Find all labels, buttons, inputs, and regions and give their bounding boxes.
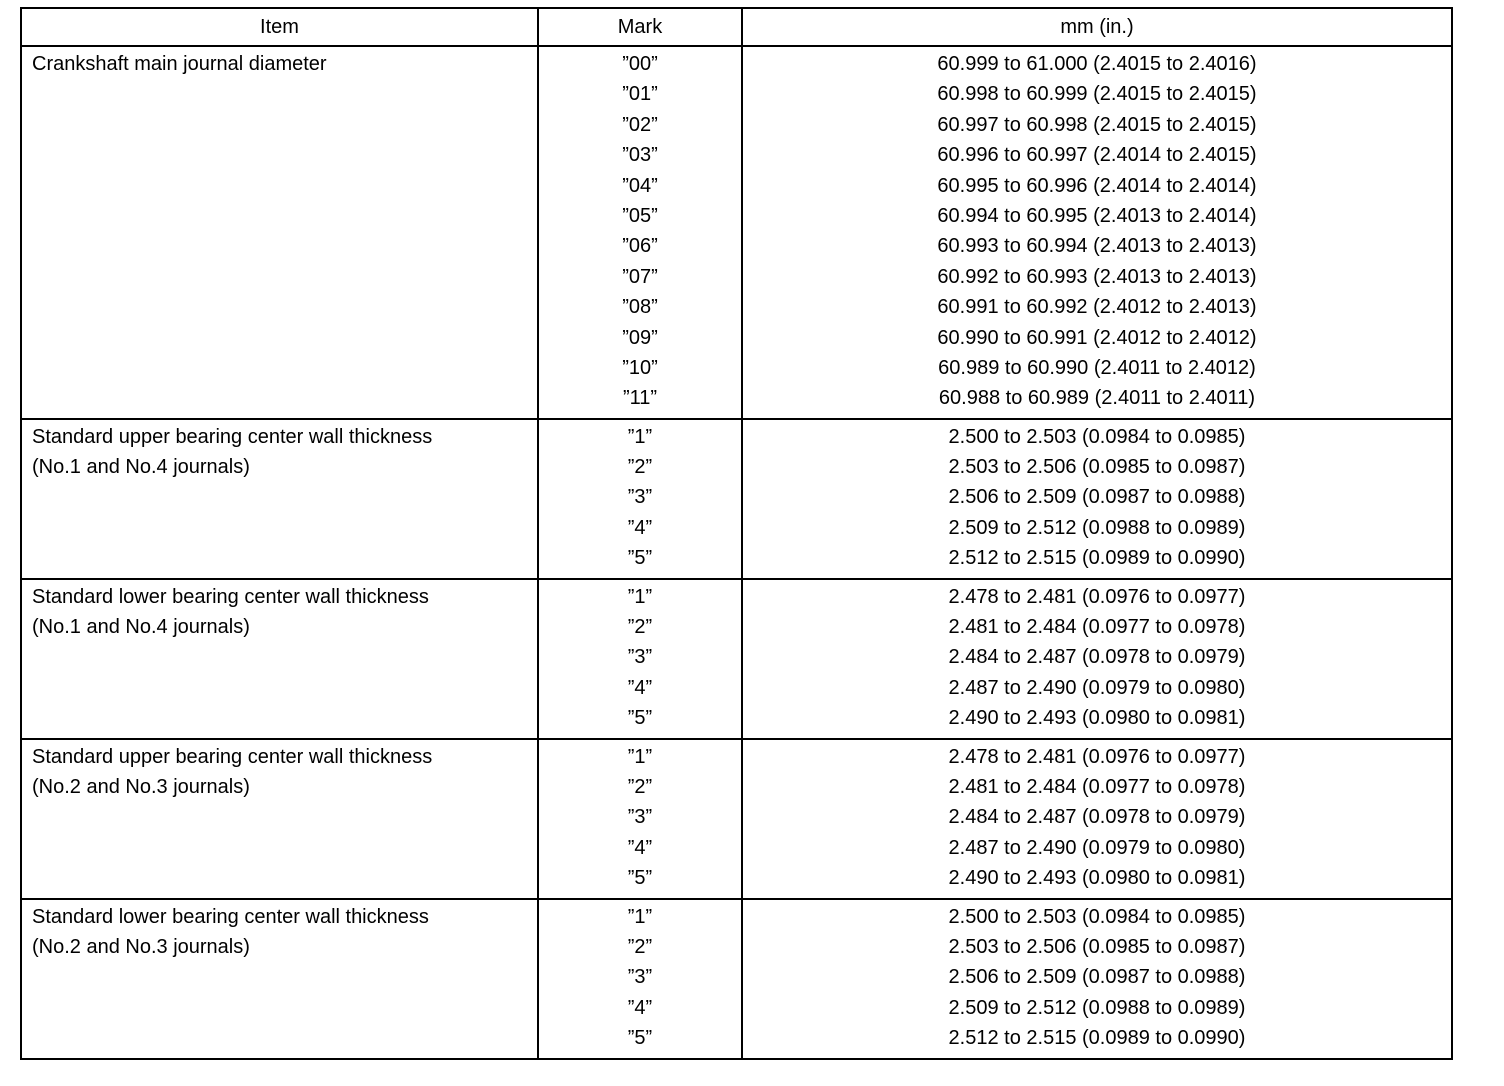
mark-value: ”11”	[622, 387, 658, 410]
table-row	[21, 46, 1452, 419]
measurement-value: 2.484 to 2.487 (0.0978 to 0.0979)	[948, 646, 1246, 669]
table-row	[21, 419, 1452, 579]
table-body	[21, 46, 1452, 1059]
mark-value: ”5”	[627, 707, 653, 730]
mark-value: ”06”	[622, 235, 658, 258]
item-cell	[21, 46, 538, 419]
measurement-value: 60.990 to 60.991 (2.4012 to 2.4012)	[937, 326, 1257, 349]
measurement-value: 2.503 to 2.506 (0.0985 to 0.0987)	[948, 456, 1246, 479]
measurement-value: 2.487 to 2.490 (0.0979 to 0.0980)	[948, 676, 1246, 699]
measurement-value: 60.988 to 60.989 (2.4011 to 2.4011)	[938, 387, 1256, 410]
measurement-value: 60.994 to 60.995 (2.4013 to 2.4014)	[937, 204, 1257, 227]
measurement-value: 2.503 to 2.506 (0.0985 to 0.0987)	[948, 935, 1246, 958]
mark-value: ”07”	[622, 265, 658, 288]
mark-value: ”01”	[622, 83, 658, 106]
measurement-value: 2.490 to 2.493 (0.0980 to 0.0981)	[948, 707, 1246, 730]
mark-value: ”4”	[627, 836, 653, 859]
measurement-value: 60.991 to 60.992 (2.4012 to 2.4013)	[937, 296, 1257, 319]
mark-value: ”02”	[622, 113, 658, 136]
mark-value: ”3”	[627, 806, 653, 829]
measurement-value: 60.989 to 60.990 (2.4011 to 2.4012)	[938, 356, 1256, 379]
header-mark: Mark	[538, 8, 742, 46]
measurement-value: 2.490 to 2.493 (0.0980 to 0.0981)	[948, 867, 1246, 890]
item-label: Crankshaft main journal diameter	[32, 53, 327, 75]
measurement-value: 60.998 to 60.999 (2.4015 to 2.4015)	[937, 83, 1257, 106]
item-label: (No.1 and No.4 journals)	[32, 456, 250, 479]
item-cell	[21, 739, 538, 899]
measurement-value: 60.999 to 61.000 (2.4015 to 2.4016)	[937, 53, 1257, 75]
item-label: Standard lower bearing center wall thickness	[32, 905, 429, 928]
mark-value: ”1”	[627, 585, 653, 608]
mark-cell	[538, 419, 742, 579]
mark-cell	[538, 899, 742, 1059]
mark-value: ”4”	[627, 996, 653, 1019]
mark-value: ”04”	[622, 174, 658, 197]
item-label: Standard upper bearing center wall thickness	[32, 425, 433, 448]
mark-value: ”2”	[627, 935, 653, 958]
mark-cell	[538, 579, 742, 739]
mark-value: ”2”	[627, 456, 653, 479]
measurement-value: 2.500 to 2.503 (0.0984 to 0.0985)	[948, 425, 1246, 448]
mark-value: ”2”	[627, 616, 653, 639]
mark-value: ”3”	[627, 646, 653, 669]
table-row	[21, 899, 1452, 1059]
mark-value: ”2”	[627, 775, 653, 798]
measurement-value: 2.481 to 2.484 (0.0977 to 0.0978)	[948, 616, 1246, 639]
measurement-value: 60.992 to 60.993 (2.4013 to 2.4013)	[937, 265, 1257, 288]
item-cell	[21, 579, 538, 739]
measurement-value: 2.509 to 2.512 (0.0988 to 0.0989)	[948, 516, 1246, 539]
mark-value: ”05”	[622, 204, 658, 227]
measurement-value: 2.478 to 2.481 (0.0976 to 0.0977)	[948, 745, 1246, 768]
mark-value: ”1”	[627, 745, 653, 768]
item-label: (No.2 and No.3 journals)	[32, 775, 250, 798]
mark-value: ”3”	[627, 486, 653, 509]
mark-value: ”1”	[627, 905, 653, 928]
value-cell	[742, 899, 1452, 1059]
mark-value: ”5”	[627, 867, 653, 890]
mark-value: ”08”	[622, 296, 658, 319]
item-label: (No.1 and No.4 journals)	[32, 616, 250, 639]
value-cell	[742, 46, 1452, 419]
measurement-value: 2.478 to 2.481 (0.0976 to 0.0977)	[948, 585, 1246, 608]
mark-value: ”5”	[627, 547, 653, 570]
item-label: Standard upper bearing center wall thickness	[32, 745, 433, 768]
mark-value: ”5”	[627, 1027, 653, 1050]
mark-value: ”1”	[627, 425, 653, 448]
mark-value: ”3”	[627, 966, 653, 989]
measurement-value: 2.512 to 2.515 (0.0989 to 0.0990)	[948, 547, 1246, 570]
mark-value: ”09”	[622, 326, 658, 349]
header-item: Item	[21, 8, 538, 46]
item-label: Standard lower bearing center wall thickness	[32, 585, 429, 608]
mark-value: ”10”	[622, 356, 658, 379]
mark-value: ”03”	[622, 144, 658, 167]
measurement-value: 2.506 to 2.509 (0.0987 to 0.0988)	[948, 486, 1246, 509]
measurement-value: 2.481 to 2.484 (0.0977 to 0.0978)	[948, 775, 1246, 798]
mark-value: ”4”	[627, 676, 653, 699]
measurement-value: 2.487 to 2.490 (0.0979 to 0.0980)	[948, 836, 1246, 859]
table-row	[21, 739, 1452, 899]
measurement-value: 2.500 to 2.503 (0.0984 to 0.0985)	[948, 905, 1246, 928]
measurement-value: 60.997 to 60.998 (2.4015 to 2.4015)	[937, 113, 1257, 136]
item-label: (No.2 and No.3 journals)	[32, 935, 250, 958]
mark-value: ”4”	[627, 516, 653, 539]
mark-cell	[538, 46, 742, 419]
measurement-value: 2.509 to 2.512 (0.0988 to 0.0989)	[948, 996, 1246, 1019]
item-cell	[21, 419, 538, 579]
measurement-value: 60.995 to 60.996 (2.4014 to 2.4014)	[937, 174, 1257, 197]
value-cell	[742, 579, 1452, 739]
value-cell	[742, 739, 1452, 899]
mark-value: ”00”	[622, 53, 658, 75]
table-row	[21, 579, 1452, 739]
measurement-value: 2.484 to 2.487 (0.0978 to 0.0979)	[948, 806, 1246, 829]
header-mm: mm (in.)	[742, 8, 1452, 46]
measurement-value: 60.993 to 60.994 (2.4013 to 2.4013)	[937, 235, 1257, 258]
measurement-value: 2.506 to 2.509 (0.0987 to 0.0988)	[948, 966, 1246, 989]
measurement-value: 60.996 to 60.997 (2.4014 to 2.4015)	[937, 144, 1257, 167]
item-cell	[21, 899, 538, 1059]
measurement-value: 2.512 to 2.515 (0.0989 to 0.0990)	[948, 1027, 1246, 1050]
header-row	[21, 8, 1452, 46]
value-cell	[742, 419, 1452, 579]
mark-cell	[538, 739, 742, 899]
spec-table	[20, 7, 1453, 1060]
